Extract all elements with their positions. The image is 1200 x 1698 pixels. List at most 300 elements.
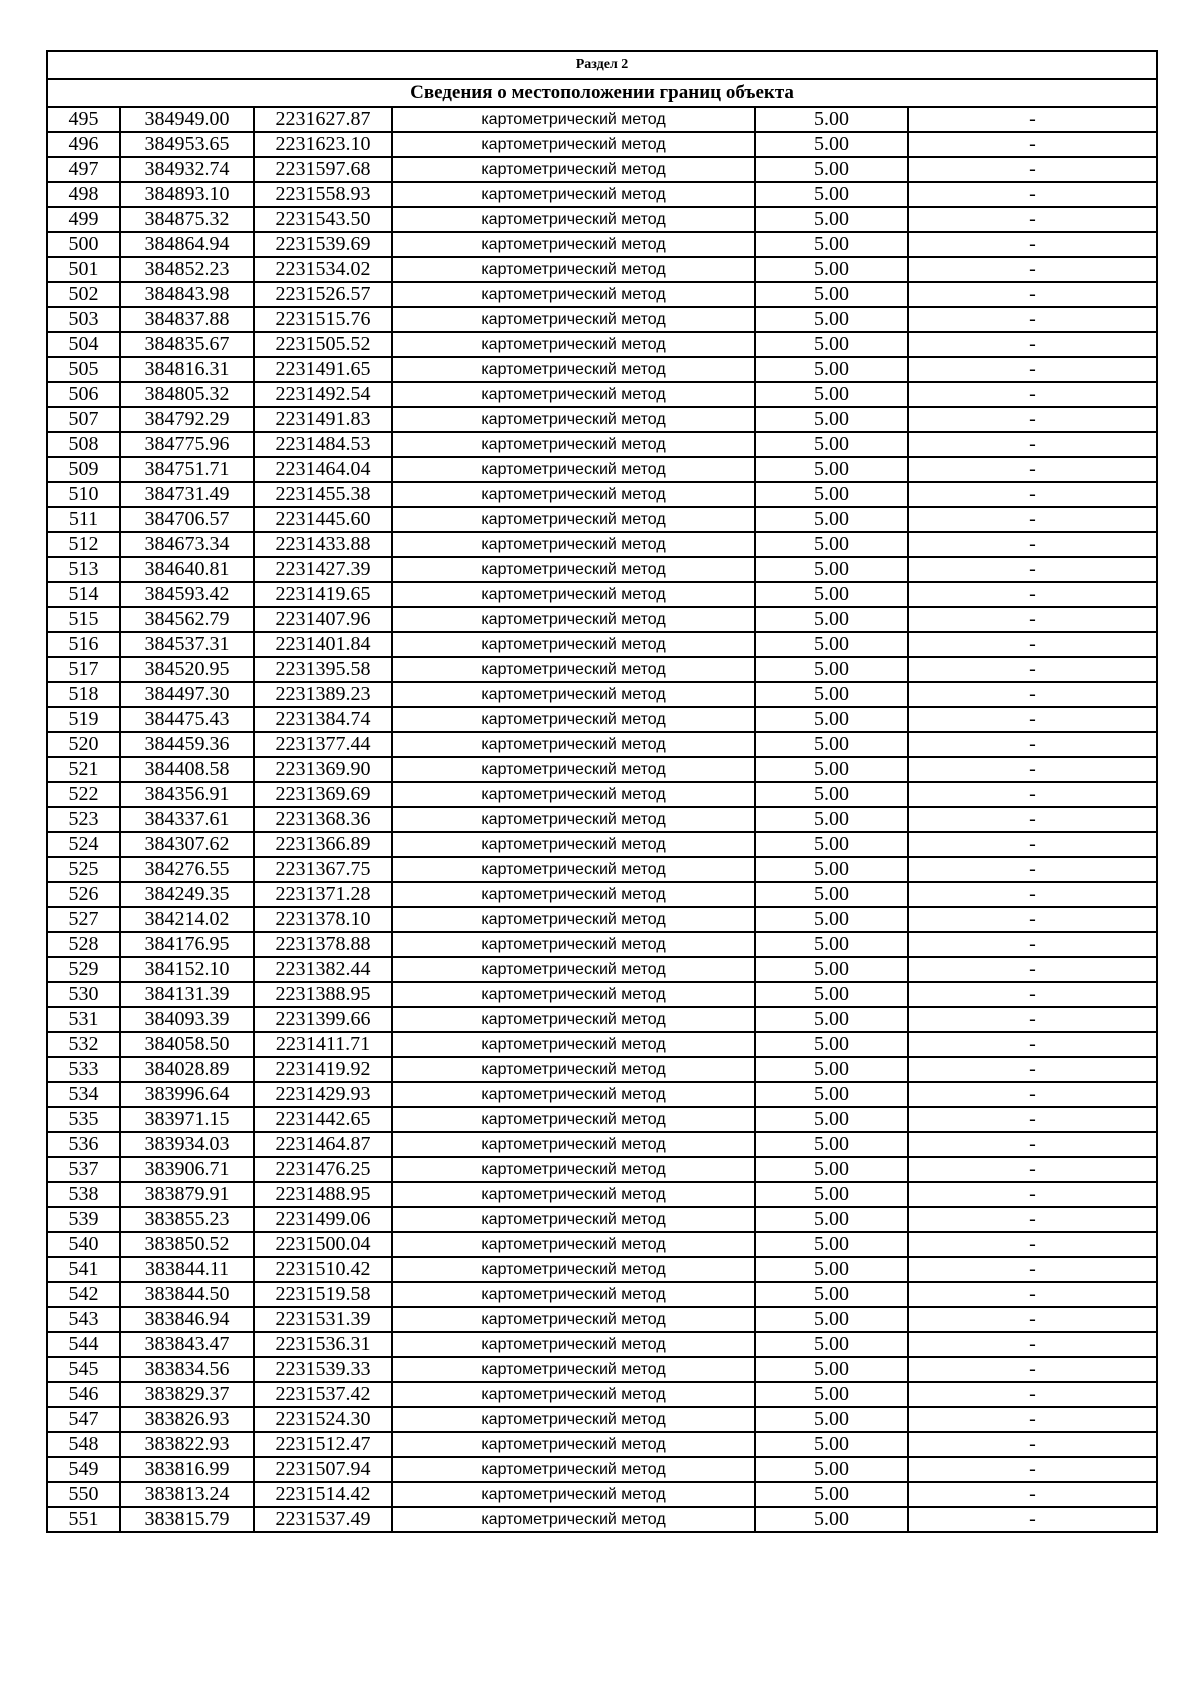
table-row — [47, 1132, 1157, 1157]
y-coordinate-cell: 2231512.47 — [254, 1432, 392, 1457]
x-coordinate-cell: 384875.32 — [120, 207, 254, 232]
table-body — [47, 51, 1157, 1532]
x-coordinate-cell: 383844.11 — [120, 1257, 254, 1282]
point-number-cell: 498 — [47, 182, 120, 207]
accuracy-cell: 5.00 — [755, 1207, 908, 1232]
method-cell: картометрический метод — [392, 907, 755, 932]
y-coordinate-cell: 2231407.96 — [254, 607, 392, 632]
point-number-cell: 523 — [47, 807, 120, 832]
x-coordinate-cell: 384475.43 — [120, 707, 254, 732]
x-coordinate-cell: 384932.74 — [120, 157, 254, 182]
method-cell: картометрический метод — [392, 1007, 755, 1032]
method-cell: картометрический метод — [392, 1232, 755, 1257]
note-cell: - — [908, 1507, 1157, 1532]
note-cell: - — [908, 907, 1157, 932]
x-coordinate-cell: 384864.94 — [120, 232, 254, 257]
point-number-cell: 525 — [47, 857, 120, 882]
x-coordinate-cell: 384028.89 — [120, 1057, 254, 1082]
x-coordinate-cell: 383826.93 — [120, 1407, 254, 1432]
point-number-cell: 505 — [47, 357, 120, 382]
table-row — [47, 582, 1157, 607]
point-number-cell: 528 — [47, 932, 120, 957]
table-row — [47, 432, 1157, 457]
point-number-cell: 531 — [47, 1007, 120, 1032]
x-coordinate-cell: 383855.23 — [120, 1207, 254, 1232]
accuracy-cell: 5.00 — [755, 1357, 908, 1382]
accuracy-cell: 5.00 — [755, 732, 908, 757]
y-coordinate-cell: 2231488.95 — [254, 1182, 392, 1207]
note-cell: - — [908, 1132, 1157, 1157]
table-row — [47, 232, 1157, 257]
x-coordinate-cell: 384537.31 — [120, 632, 254, 657]
y-coordinate-cell: 2231500.04 — [254, 1232, 392, 1257]
y-coordinate-cell: 2231623.10 — [254, 132, 392, 157]
x-coordinate-cell: 384131.39 — [120, 982, 254, 1007]
note-cell: - — [908, 857, 1157, 882]
accuracy-cell: 5.00 — [755, 1332, 908, 1357]
accuracy-cell: 5.00 — [755, 232, 908, 257]
x-coordinate-cell: 384214.02 — [120, 907, 254, 932]
table-row — [47, 757, 1157, 782]
table-row — [47, 507, 1157, 532]
method-cell: картометрический метод — [392, 857, 755, 882]
point-number-cell: 549 — [47, 1457, 120, 1482]
y-coordinate-cell: 2231597.68 — [254, 157, 392, 182]
method-cell: картометрический метод — [392, 1432, 755, 1457]
note-cell: - — [908, 1432, 1157, 1457]
method-cell: картометрический метод — [392, 957, 755, 982]
accuracy-cell: 5.00 — [755, 332, 908, 357]
accuracy-cell: 5.00 — [755, 482, 908, 507]
method-cell: картометрический метод — [392, 132, 755, 157]
point-number-cell: 532 — [47, 1032, 120, 1057]
point-number-cell: 499 — [47, 207, 120, 232]
accuracy-cell: 5.00 — [755, 1307, 908, 1332]
note-cell: - — [908, 1482, 1157, 1507]
table-row — [47, 1157, 1157, 1182]
method-cell: картометрический метод — [392, 707, 755, 732]
method-cell: картометрический метод — [392, 1382, 755, 1407]
section-title: Раздел 2 — [47, 51, 1157, 79]
x-coordinate-cell: 384356.91 — [120, 782, 254, 807]
table-row — [47, 1407, 1157, 1432]
point-number-cell: 514 — [47, 582, 120, 607]
y-coordinate-cell: 2231464.04 — [254, 457, 392, 482]
table-row — [47, 607, 1157, 632]
x-coordinate-cell: 384706.57 — [120, 507, 254, 532]
note-cell: - — [908, 1457, 1157, 1482]
accuracy-cell: 5.00 — [755, 1007, 908, 1032]
method-cell: картометрический метод — [392, 607, 755, 632]
x-coordinate-cell: 383906.71 — [120, 1157, 254, 1182]
x-coordinate-cell: 384520.95 — [120, 657, 254, 682]
method-cell: картометрический метод — [392, 1357, 755, 1382]
point-number-cell: 510 — [47, 482, 120, 507]
accuracy-cell: 5.00 — [755, 1107, 908, 1132]
method-cell: картометрический метод — [392, 1482, 755, 1507]
y-coordinate-cell: 2231464.87 — [254, 1132, 392, 1157]
note-cell: - — [908, 482, 1157, 507]
y-coordinate-cell: 2231492.54 — [254, 382, 392, 407]
accuracy-cell: 5.00 — [755, 257, 908, 282]
table-row — [47, 1432, 1157, 1457]
point-number-cell: 539 — [47, 1207, 120, 1232]
note-cell: - — [908, 432, 1157, 457]
table-row — [47, 1232, 1157, 1257]
accuracy-cell: 5.00 — [755, 1457, 908, 1482]
y-coordinate-cell: 2231539.69 — [254, 232, 392, 257]
accuracy-cell: 5.00 — [755, 932, 908, 957]
note-cell: - — [908, 1057, 1157, 1082]
accuracy-cell: 5.00 — [755, 1407, 908, 1432]
accuracy-cell: 5.00 — [755, 432, 908, 457]
method-cell: картометрический метод — [392, 1457, 755, 1482]
x-coordinate-cell: 383844.50 — [120, 1282, 254, 1307]
note-cell: - — [908, 707, 1157, 732]
y-coordinate-cell: 2231558.93 — [254, 182, 392, 207]
note-cell: - — [908, 507, 1157, 532]
table-row — [47, 907, 1157, 932]
method-cell: картометрический метод — [392, 682, 755, 707]
point-number-cell: 521 — [47, 757, 120, 782]
table-row — [47, 332, 1157, 357]
table-row — [47, 707, 1157, 732]
method-cell: картометрический метод — [392, 782, 755, 807]
accuracy-cell: 5.00 — [755, 1157, 908, 1182]
note-cell: - — [908, 782, 1157, 807]
table-row — [47, 807, 1157, 832]
method-cell: картометрический метод — [392, 882, 755, 907]
accuracy-cell: 5.00 — [755, 1132, 908, 1157]
y-coordinate-cell: 2231524.30 — [254, 1407, 392, 1432]
table-row — [47, 1482, 1157, 1507]
table-row — [47, 357, 1157, 382]
y-coordinate-cell: 2231526.57 — [254, 282, 392, 307]
method-cell: картометрический метод — [392, 257, 755, 282]
y-coordinate-cell: 2231367.75 — [254, 857, 392, 882]
method-cell: картометрический метод — [392, 1182, 755, 1207]
accuracy-cell: 5.00 — [755, 1182, 908, 1207]
note-cell: - — [908, 957, 1157, 982]
method-cell: картометрический метод — [392, 1082, 755, 1107]
table-row — [47, 857, 1157, 882]
method-cell: картометрический метод — [392, 207, 755, 232]
x-coordinate-cell: 384249.35 — [120, 882, 254, 907]
x-coordinate-cell: 384459.36 — [120, 732, 254, 757]
note-cell: - — [908, 1407, 1157, 1432]
accuracy-cell: 5.00 — [755, 182, 908, 207]
note-cell: - — [908, 1257, 1157, 1282]
x-coordinate-cell: 383822.93 — [120, 1432, 254, 1457]
point-number-cell: 502 — [47, 282, 120, 307]
point-number-cell: 544 — [47, 1332, 120, 1357]
table-row — [47, 957, 1157, 982]
note-cell: - — [908, 1107, 1157, 1132]
table-row — [47, 157, 1157, 182]
accuracy-cell: 5.00 — [755, 657, 908, 682]
note-cell: - — [908, 882, 1157, 907]
method-cell: картометрический метод — [392, 457, 755, 482]
table-row — [47, 482, 1157, 507]
y-coordinate-cell: 2231378.10 — [254, 907, 392, 932]
y-coordinate-cell: 2231389.23 — [254, 682, 392, 707]
note-cell: - — [908, 1332, 1157, 1357]
y-coordinate-cell: 2231531.39 — [254, 1307, 392, 1332]
point-number-cell: 516 — [47, 632, 120, 657]
y-coordinate-cell: 2231510.42 — [254, 1257, 392, 1282]
point-number-cell: 507 — [47, 407, 120, 432]
point-number-cell: 519 — [47, 707, 120, 732]
point-number-cell: 518 — [47, 682, 120, 707]
table-row — [47, 882, 1157, 907]
y-coordinate-cell: 2231427.39 — [254, 557, 392, 582]
note-cell: - — [908, 932, 1157, 957]
point-number-cell: 511 — [47, 507, 120, 532]
x-coordinate-cell: 384792.29 — [120, 407, 254, 432]
method-cell: картометрический метод — [392, 532, 755, 557]
note-cell: - — [908, 732, 1157, 757]
y-coordinate-cell: 2231378.88 — [254, 932, 392, 957]
note-cell: - — [908, 607, 1157, 632]
point-number-cell: 529 — [47, 957, 120, 982]
point-number-cell: 506 — [47, 382, 120, 407]
note-cell: - — [908, 632, 1157, 657]
method-cell: картометрический метод — [392, 382, 755, 407]
y-coordinate-cell: 2231366.89 — [254, 832, 392, 857]
table-row — [47, 682, 1157, 707]
table-row — [47, 307, 1157, 332]
method-cell: картометрический метод — [392, 582, 755, 607]
table-row — [47, 182, 1157, 207]
method-cell: картометрический метод — [392, 1132, 755, 1157]
note-cell: - — [908, 1007, 1157, 1032]
note-cell: - — [908, 257, 1157, 282]
method-cell: картометрический метод — [392, 1107, 755, 1132]
point-number-cell: 501 — [47, 257, 120, 282]
x-coordinate-cell: 384852.23 — [120, 257, 254, 282]
point-number-cell: 535 — [47, 1107, 120, 1132]
note-cell: - — [908, 1357, 1157, 1382]
accuracy-cell: 5.00 — [755, 1507, 908, 1532]
point-number-cell: 524 — [47, 832, 120, 857]
accuracy-cell: 5.00 — [755, 1482, 908, 1507]
method-cell: картометрический метод — [392, 182, 755, 207]
method-cell: картометрический метод — [392, 557, 755, 582]
point-number-cell: 546 — [47, 1382, 120, 1407]
accuracy-cell: 5.00 — [755, 157, 908, 182]
x-coordinate-cell: 383813.24 — [120, 1482, 254, 1507]
note-cell: - — [908, 1157, 1157, 1182]
x-coordinate-cell: 383879.91 — [120, 1182, 254, 1207]
accuracy-cell: 5.00 — [755, 907, 908, 932]
section-subtitle: Сведения о местоположении границ объекта — [47, 79, 1157, 107]
method-cell: картометрический метод — [392, 357, 755, 382]
table-row — [47, 457, 1157, 482]
x-coordinate-cell: 384731.49 — [120, 482, 254, 507]
accuracy-cell: 5.00 — [755, 1282, 908, 1307]
y-coordinate-cell: 2231433.88 — [254, 532, 392, 557]
table-row — [47, 1057, 1157, 1082]
y-coordinate-cell: 2231368.36 — [254, 807, 392, 832]
method-cell: картометрический метод — [392, 1307, 755, 1332]
method-cell: картометрический метод — [392, 307, 755, 332]
point-number-cell: 540 — [47, 1232, 120, 1257]
y-coordinate-cell: 2231491.65 — [254, 357, 392, 382]
table-row — [47, 1257, 1157, 1282]
method-cell: картометрический метод — [392, 932, 755, 957]
note-cell: - — [908, 1082, 1157, 1107]
x-coordinate-cell: 384337.61 — [120, 807, 254, 832]
accuracy-cell: 5.00 — [755, 807, 908, 832]
accuracy-cell: 5.00 — [755, 682, 908, 707]
x-coordinate-cell: 384408.58 — [120, 757, 254, 782]
table-row — [47, 1082, 1157, 1107]
x-coordinate-cell: 384152.10 — [120, 957, 254, 982]
note-cell: - — [908, 832, 1157, 857]
y-coordinate-cell: 2231499.06 — [254, 1207, 392, 1232]
note-cell: - — [908, 407, 1157, 432]
note-cell: - — [908, 132, 1157, 157]
point-number-cell: 543 — [47, 1307, 120, 1332]
y-coordinate-cell: 2231515.76 — [254, 307, 392, 332]
table-row — [47, 407, 1157, 432]
point-number-cell: 495 — [47, 107, 120, 132]
note-cell: - — [908, 1182, 1157, 1207]
point-number-cell: 520 — [47, 732, 120, 757]
table-row — [47, 1107, 1157, 1132]
table-row — [47, 257, 1157, 282]
method-cell: картометрический метод — [392, 232, 755, 257]
y-coordinate-cell: 2231455.38 — [254, 482, 392, 507]
x-coordinate-cell: 384843.98 — [120, 282, 254, 307]
accuracy-cell: 5.00 — [755, 382, 908, 407]
note-cell: - — [908, 1382, 1157, 1407]
table-row — [47, 282, 1157, 307]
note-cell: - — [908, 232, 1157, 257]
accuracy-cell: 5.00 — [755, 532, 908, 557]
method-cell: картометрический метод — [392, 982, 755, 1007]
table-row — [47, 1332, 1157, 1357]
point-number-cell: 517 — [47, 657, 120, 682]
point-number-cell: 513 — [47, 557, 120, 582]
y-coordinate-cell: 2231539.33 — [254, 1357, 392, 1382]
method-cell: картометрический метод — [392, 432, 755, 457]
y-coordinate-cell: 2231399.66 — [254, 1007, 392, 1032]
note-cell: - — [908, 982, 1157, 1007]
note-cell: - — [908, 532, 1157, 557]
table-row — [47, 132, 1157, 157]
method-cell: картометрический метод — [392, 732, 755, 757]
note-cell: - — [908, 107, 1157, 132]
method-cell: картометрический метод — [392, 632, 755, 657]
accuracy-cell: 5.00 — [755, 857, 908, 882]
x-coordinate-cell: 384751.71 — [120, 457, 254, 482]
y-coordinate-cell: 2231419.92 — [254, 1057, 392, 1082]
note-cell: - — [908, 1032, 1157, 1057]
point-number-cell: 522 — [47, 782, 120, 807]
x-coordinate-cell: 384307.62 — [120, 832, 254, 857]
table-row — [47, 382, 1157, 407]
y-coordinate-cell: 2231395.58 — [254, 657, 392, 682]
y-coordinate-cell: 2231507.94 — [254, 1457, 392, 1482]
x-coordinate-cell: 384816.31 — [120, 357, 254, 382]
method-cell: картометрический метод — [392, 157, 755, 182]
note-cell: - — [908, 332, 1157, 357]
y-coordinate-cell: 2231442.65 — [254, 1107, 392, 1132]
method-cell: картометрический метод — [392, 1157, 755, 1182]
table-row — [47, 782, 1157, 807]
point-number-cell: 530 — [47, 982, 120, 1007]
accuracy-cell: 5.00 — [755, 132, 908, 157]
note-cell: - — [908, 282, 1157, 307]
y-coordinate-cell: 2231369.90 — [254, 757, 392, 782]
x-coordinate-cell: 383834.56 — [120, 1357, 254, 1382]
x-coordinate-cell: 384893.10 — [120, 182, 254, 207]
y-coordinate-cell: 2231369.69 — [254, 782, 392, 807]
x-coordinate-cell: 384640.81 — [120, 557, 254, 582]
accuracy-cell: 5.00 — [755, 1082, 908, 1107]
y-coordinate-cell: 2231429.93 — [254, 1082, 392, 1107]
accuracy-cell: 5.00 — [755, 407, 908, 432]
x-coordinate-cell: 384497.30 — [120, 682, 254, 707]
point-number-cell: 497 — [47, 157, 120, 182]
y-coordinate-cell: 2231388.95 — [254, 982, 392, 1007]
table-row — [47, 1357, 1157, 1382]
method-cell: картометрический метод — [392, 1332, 755, 1357]
note-cell: - — [908, 457, 1157, 482]
point-number-cell: 550 — [47, 1482, 120, 1507]
note-cell: - — [908, 1282, 1157, 1307]
method-cell: картометрический метод — [392, 1032, 755, 1057]
point-number-cell: 526 — [47, 882, 120, 907]
method-cell: картометрический метод — [392, 832, 755, 857]
point-number-cell: 533 — [47, 1057, 120, 1082]
method-cell: картометрический метод — [392, 407, 755, 432]
method-cell: картометрический метод — [392, 807, 755, 832]
point-number-cell: 504 — [47, 332, 120, 357]
accuracy-cell: 5.00 — [755, 1032, 908, 1057]
point-number-cell: 542 — [47, 1282, 120, 1307]
y-coordinate-cell: 2231419.65 — [254, 582, 392, 607]
point-number-cell: 537 — [47, 1157, 120, 1182]
note-cell: - — [908, 582, 1157, 607]
y-coordinate-cell: 2231537.42 — [254, 1382, 392, 1407]
note-cell: - — [908, 1307, 1157, 1332]
note-cell: - — [908, 157, 1157, 182]
table-row — [47, 1282, 1157, 1307]
x-coordinate-cell: 383934.03 — [120, 1132, 254, 1157]
point-number-cell: 538 — [47, 1182, 120, 1207]
x-coordinate-cell: 384058.50 — [120, 1032, 254, 1057]
x-coordinate-cell: 384953.65 — [120, 132, 254, 157]
note-cell: - — [908, 307, 1157, 332]
table-row — [47, 732, 1157, 757]
point-number-cell: 512 — [47, 532, 120, 557]
accuracy-cell: 5.00 — [755, 107, 908, 132]
method-cell: картометрический метод — [392, 282, 755, 307]
point-number-cell: 503 — [47, 307, 120, 332]
table-row — [47, 932, 1157, 957]
point-number-cell: 548 — [47, 1432, 120, 1457]
method-cell: картометрический метод — [392, 332, 755, 357]
y-coordinate-cell: 2231377.44 — [254, 732, 392, 757]
table-row — [47, 982, 1157, 1007]
point-number-cell: 541 — [47, 1257, 120, 1282]
note-cell: - — [908, 382, 1157, 407]
point-number-cell: 545 — [47, 1357, 120, 1382]
section-subtitle-row — [47, 79, 1157, 107]
table-row — [47, 1182, 1157, 1207]
